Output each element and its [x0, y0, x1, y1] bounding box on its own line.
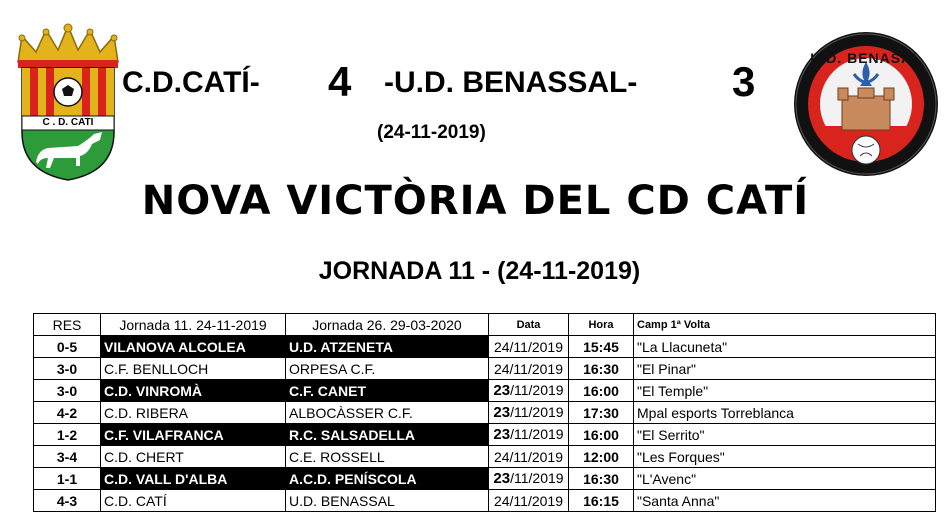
result-cell: 1-1: [34, 468, 101, 490]
result-cell: 1-2: [34, 424, 101, 446]
home-team-cell: C.F. BENLLOCH: [101, 358, 286, 380]
date-cell: [489, 380, 569, 402]
time-cell: 15:45: [569, 336, 634, 358]
away-team-cell: A.C.D. PENÍSCOLA: [286, 468, 489, 490]
away-team-cell: U.D. BENASSAL: [286, 490, 489, 512]
match-score: [122, 58, 782, 110]
time-cell: 12:00: [569, 446, 634, 468]
away-team-cell: R.C. SALSADELLA: [286, 424, 489, 446]
right-crest-label: U.D. BENASAL: [810, 50, 922, 66]
date-rest: /11/2019: [510, 426, 564, 442]
date-rest: /11/2019: [509, 492, 564, 509]
date-cell: [489, 424, 569, 446]
home-team-cell: C.F. VILAFRANCA: [101, 424, 286, 446]
time-cell: 16:30: [569, 468, 634, 490]
header-data: Data: [489, 314, 569, 336]
home-team-cell: C.D. VALL D'ALBA: [101, 468, 286, 490]
venue-cell: "Santa Anna": [634, 490, 936, 512]
away-team-cell: C.F. CANET: [286, 380, 489, 402]
home-team-cell: C.D. RIBERA: [101, 402, 286, 424]
date-cell: [489, 402, 569, 424]
header-jornada-26: Jornada 26. 29-03-2020: [286, 314, 489, 336]
results-table: [33, 313, 936, 512]
date-cell: [489, 358, 569, 380]
venue-cell: "El Pinar": [634, 358, 936, 380]
result-cell: 3-0: [34, 380, 101, 402]
date-cell: [489, 468, 569, 490]
table-header-row: [34, 314, 936, 336]
date-day: 23: [493, 426, 511, 443]
date-rest: /11/2019: [510, 470, 564, 486]
table-row: [34, 380, 936, 402]
header-jornada-11: Jornada 11. 24-11-2019: [101, 314, 286, 336]
table-row: [34, 336, 936, 358]
away-team-name: -U.D. BENASSAL-: [384, 66, 638, 99]
away-team-cell: ORPESA C.F.: [286, 358, 489, 380]
away-team-cell: C.E. ROSSELL: [286, 446, 489, 468]
date-cell: [489, 490, 569, 512]
ud-benasal-crest: [788, 30, 944, 178]
date-day: 24: [493, 360, 510, 377]
time-cell: 16:00: [569, 424, 634, 446]
venue-cell: "La Llacuneta": [634, 336, 936, 358]
venue-cell: "El Serrito": [634, 424, 936, 446]
header-camp: Camp 1ª Volta: [634, 314, 936, 336]
home-team-cell: VILANOVA ALCOLEA: [101, 336, 286, 358]
away-goals: 3: [732, 58, 756, 105]
date-rest: /11/2019: [509, 338, 564, 355]
table-row: [34, 424, 936, 446]
header-hora: Hora: [569, 314, 634, 336]
result-cell: 0-5: [34, 336, 101, 358]
date-day: 23: [493, 404, 511, 421]
date-day: 23: [493, 470, 511, 487]
date-day: 24: [493, 338, 510, 355]
home-team-name: C.D.CATÍ-: [122, 66, 260, 99]
table-row: [34, 358, 936, 380]
date-day: 23: [493, 382, 511, 399]
venue-cell: "L'Avenc": [634, 468, 936, 490]
away-team-cell: ALBOCÀSSER C.F.: [286, 402, 489, 424]
result-cell: 4-3: [34, 490, 101, 512]
left-crest-label: C . D. CATI: [42, 117, 94, 128]
home-team-cell: C.D. VINROMÀ: [101, 380, 286, 402]
date-rest: /11/2019: [510, 404, 564, 420]
match-date: (24-11-2019): [377, 122, 486, 143]
time-cell: 17:30: [569, 402, 634, 424]
result-cell: 3-4: [34, 446, 101, 468]
round-title: JORNADA 11 - (24-11-2019): [318, 257, 641, 285]
home-team-cell: C.D. CATÍ: [101, 490, 286, 512]
result-cell: 3-0: [34, 358, 101, 380]
away-team-cell: U.D. ATZENETA: [286, 336, 489, 358]
date-rest: /11/2019: [510, 382, 564, 398]
result-cell: 4-2: [34, 402, 101, 424]
cd-cati-crest: [8, 22, 128, 182]
table-row: [34, 446, 936, 468]
date-rest: /11/2019: [509, 360, 564, 377]
venue-cell: "El Temple": [634, 380, 936, 402]
date-day: 24: [493, 492, 510, 509]
header-res: RES: [34, 314, 101, 336]
table-row: [34, 490, 936, 512]
time-cell: 16:30: [569, 358, 634, 380]
home-team-cell: C.D. CHERT: [101, 446, 286, 468]
headline: NOVA VICTÒRIA DEL CD CATÍ: [141, 178, 810, 224]
time-cell: 16:15: [569, 490, 634, 512]
date-rest: /11/2019: [509, 448, 564, 465]
venue-cell: "Les Forques": [634, 446, 936, 468]
table-row: [34, 468, 936, 490]
home-goals: 4: [328, 58, 352, 105]
date-cell: [489, 446, 569, 468]
date-day: 24: [493, 448, 510, 465]
time-cell: 16:00: [569, 380, 634, 402]
table-row: [34, 402, 936, 424]
venue-cell: Mpal esports Torreblanca: [634, 402, 936, 424]
date-cell: [489, 336, 569, 358]
